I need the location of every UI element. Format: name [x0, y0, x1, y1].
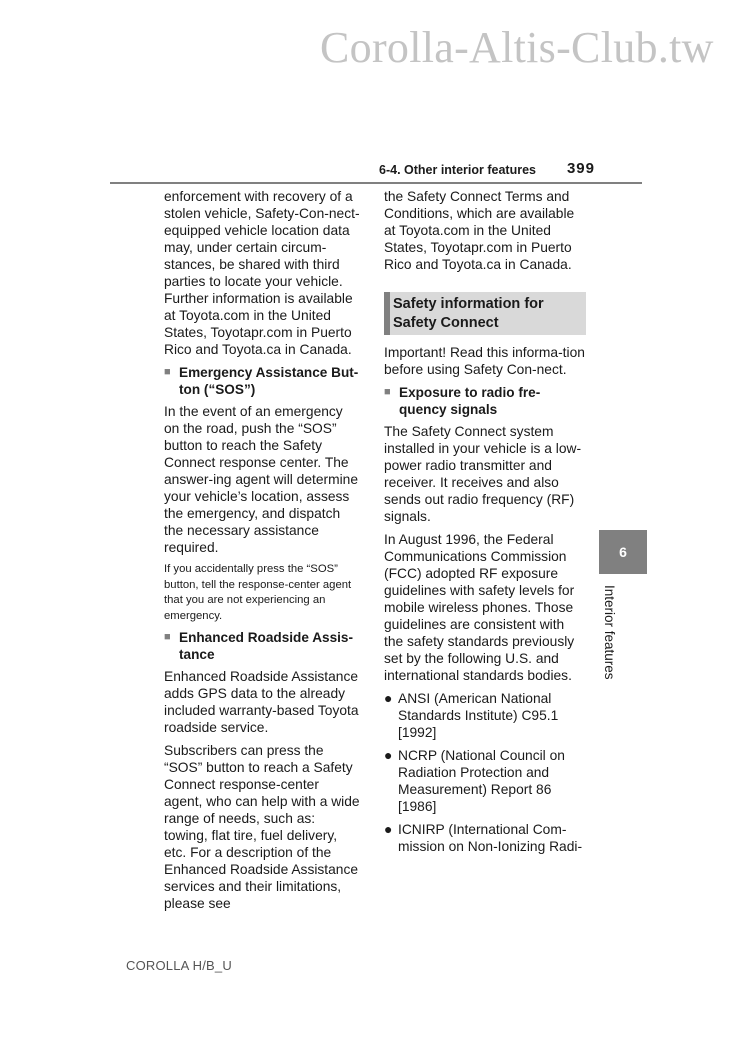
roadside-heading — [164, 629, 360, 663]
square-bullet-icon: ■ — [164, 631, 171, 643]
watermark: Corolla-Altis-Club.tw — [320, 23, 714, 72]
safety-section-title: Safety information for Safety Connect — [384, 292, 586, 335]
radio-paragraph-1: The Safety Connect system installed in your vehicle is a low-power radio transmitter and receiver. It receives and also sends out radio frequency (RF) signals. — [384, 424, 582, 524]
chapter-tab — [599, 530, 647, 574]
header-rule — [110, 182, 642, 184]
list-item-text: ICNIRP (International Com-mission on Non-Ionizing Radi- — [398, 822, 583, 854]
sos-heading — [164, 364, 360, 398]
sos-heading-text: Emergency Assistance But-ton (“SOS”) — [179, 365, 359, 397]
radio-paragraph-2: In August 1996, the Federal Communications Commission (FCC) adopted RF exposure guidelines with safety levels for mobile wireless phones. Those guidelines are consistent with the safety standards previously set by the following U.S. and international standards bodies. — [384, 532, 575, 683]
list-item — [384, 747, 586, 815]
list-item-text: NCRP (National Council on Radiation Protection and Measurement) Report 86 [1986] — [398, 748, 565, 814]
roadside-heading-text: Enhanced Roadside Assis-tance — [179, 630, 353, 662]
left-column — [164, 188, 360, 918]
footer-code: COROLLA H/B_U — [126, 958, 232, 973]
square-bullet-icon: ■ — [164, 366, 171, 378]
list-item — [384, 690, 586, 741]
bullet-dot-icon: ● — [384, 821, 393, 837]
continued-paragraph: the Safety Connect Terms and Conditions, which are available at Toyota.com in the United States, Toyotapr.com in Puerto Rico and Toyota.ca in Canada. — [384, 189, 575, 272]
section-title-header: 6-4. Other interior features — [379, 163, 536, 177]
roadside-paragraph-2: Subscribers can press the “SOS” button to reach a Safety Connect response-center agent, who can help with a wide range of needs, such as: towing, flat tire, fuel delivery, etc. For a description of the Enhanced Roadside Assistance services and their limitations, please see — [164, 743, 360, 911]
list-item-text: ANSI (American National Standards Institute) C95.1 [1992] — [398, 691, 559, 740]
bullet-dot-icon: ● — [384, 747, 393, 763]
radio-heading-text: Exposure to radio fre-quency signals — [399, 385, 541, 417]
radio-heading — [384, 384, 586, 418]
chapter-label: Interior features — [602, 585, 617, 680]
list-item — [384, 821, 586, 855]
intro-paragraph: enforcement with recovery of a stolen vehicle, Safety-Con-nect-equipped vehicle location data may, under certain circum-stances, be shared with third parties to locate your vehicle. Further information is available at Toyota.com in the United States, Toyotapr.com in Puerto Rico and Toyota.ca in Canada. — [164, 189, 360, 357]
sos-note: If you accidentally press the “SOS” button, tell the response-center agent that you are not experiencing an emergency. — [164, 563, 352, 622]
chapter-number: 6 — [619, 544, 627, 560]
right-column — [384, 188, 586, 861]
square-bullet-icon: ■ — [384, 386, 391, 398]
bullet-dot-icon: ● — [384, 690, 393, 706]
sos-paragraph: In the event of an emergency on the road, push the “SOS” button to reach the Safety Connect response center. The answer-ing agent will determine your vehicle’s location, assess the emergency, and dispatch the necessary assistance required. — [164, 404, 359, 555]
page-number: 399 — [566, 160, 595, 177]
important-paragraph: Important! Read this informa-tion before using Safety Con-nect. — [384, 345, 585, 377]
roadside-paragraph-1: Enhanced Roadside Assistance adds GPS data to the already included warranty-based Toyota roadside service. — [164, 669, 359, 735]
